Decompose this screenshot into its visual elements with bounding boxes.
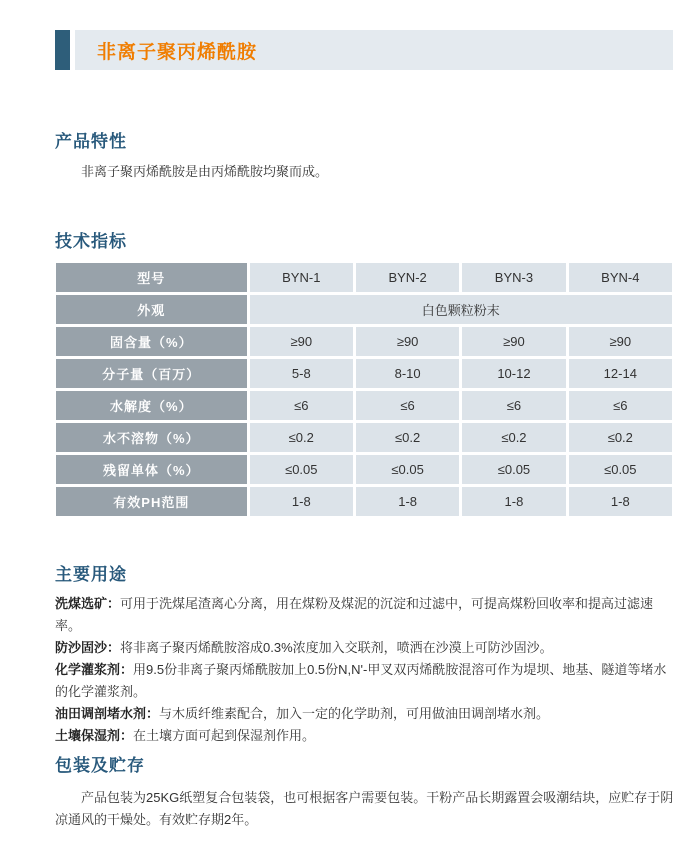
spec-label-cell: 水不溶物（%） — [56, 423, 247, 452]
section-heading-features: 产品特性 — [55, 132, 127, 151]
spec-value-cell: ≤6 — [250, 391, 353, 420]
spec-value-cell: ≥90 — [356, 327, 459, 356]
spec-value-cell: ≥90 — [569, 327, 672, 356]
spec-appearance-cell: 白色颗粒粉末 — [250, 295, 672, 324]
table-row — [56, 391, 672, 420]
spec-value-cell: ≤0.05 — [356, 455, 459, 484]
table-row — [56, 327, 672, 356]
spec-value-cell: ≤6 — [462, 391, 565, 420]
use-label: 防沙固沙： — [55, 640, 121, 655]
spec-value-cell: ≤0.05 — [569, 455, 672, 484]
spec-value-cell: 5-8 — [250, 359, 353, 388]
spec-model-cell: BYN-2 — [356, 263, 459, 292]
spec-value-cell: 10-12 — [462, 359, 565, 388]
spec-label-cell: 型号 — [56, 263, 247, 292]
spec-value-cell: ≤0.2 — [250, 423, 353, 452]
spec-table — [53, 260, 675, 519]
spec-value-cell: 1-8 — [462, 487, 565, 516]
spec-label-cell: 水解度（%） — [56, 391, 247, 420]
banner-bar — [75, 30, 673, 70]
spec-label-cell: 分子量（百万） — [56, 359, 247, 388]
spec-value-cell: ≤0.2 — [569, 423, 672, 452]
list-item — [55, 637, 677, 659]
section-heading-uses: 主要用途 — [55, 565, 127, 584]
use-text: 在土壤方面可起到保湿剂作用。 — [133, 728, 316, 743]
list-item — [55, 725, 677, 747]
section-heading-packaging: 包装及贮存 — [55, 756, 145, 775]
spec-value-cell: ≤6 — [569, 391, 672, 420]
use-text: 可用于洗煤尾渣离心分离，用在煤粉及煤泥的沉淀和过滤中，可提高煤粉回收率和提高过滤速率。 — [55, 596, 654, 633]
table-row — [56, 455, 672, 484]
uses-list — [55, 593, 677, 747]
spec-value-cell: 12-14 — [569, 359, 672, 388]
use-label: 油田调剖堵水剂： — [55, 706, 160, 721]
table-row-appearance — [56, 295, 672, 324]
table-row-model — [56, 263, 672, 292]
spec-value-cell: ≤6 — [356, 391, 459, 420]
spec-label-cell: 残留单体（%） — [56, 455, 247, 484]
banner-accent-block — [55, 30, 70, 70]
spec-model-cell: BYN-3 — [462, 263, 565, 292]
list-item — [55, 703, 677, 725]
title-banner — [55, 30, 673, 70]
section-heading-specs: 技术指标 — [55, 232, 127, 251]
spec-label-cell: 有效PH范围 — [56, 487, 247, 516]
list-item — [55, 593, 677, 637]
spec-value-cell: 8-10 — [356, 359, 459, 388]
spec-label-cell: 固含量（%） — [56, 327, 247, 356]
table-row — [56, 487, 672, 516]
spec-value-cell: ≤0.2 — [356, 423, 459, 452]
use-text: 用9.5份非离子聚丙烯酰胺加上0.5份N,N'-甲叉双丙烯酰胺混溶可作为堤坝、地基、隧道等堵水的化学灌浆剂。 — [55, 662, 667, 699]
spec-value-cell: ≥90 — [462, 327, 565, 356]
spec-value-cell: ≤0.05 — [462, 455, 565, 484]
spec-model-cell: BYN-4 — [569, 263, 672, 292]
spec-value-cell: ≤0.05 — [250, 455, 353, 484]
list-item — [55, 659, 677, 703]
table-row — [56, 359, 672, 388]
spec-value-cell: 1-8 — [569, 487, 672, 516]
spec-value-cell: 1-8 — [250, 487, 353, 516]
use-label: 洗煤选矿： — [55, 596, 121, 611]
packaging-text: 产品包装为25KG纸塑复合包装袋，也可根据客户需要包装。干粉产品长期露置会吸潮结块，应贮存于阴凉通风的干燥处。有效贮存期2年。 — [55, 790, 674, 827]
use-text: 与木质纤维素配合，加入一定的化学助剂，可用做油田调剖堵水剂。 — [159, 706, 550, 721]
spec-value-cell: ≤0.2 — [462, 423, 565, 452]
table-row — [56, 423, 672, 452]
spec-label-cell: 外观 — [56, 295, 247, 324]
features-text: 非离子聚丙烯酰胺是由丙烯酰胺均聚而成。 — [81, 164, 329, 179]
use-label: 土壤保湿剂： — [55, 728, 134, 743]
spec-value-cell: 1-8 — [356, 487, 459, 516]
use-label: 化学灌浆剂： — [55, 662, 134, 677]
use-text: 将非离子聚丙烯酰胺溶成0.3%浓度加入交联剂，喷洒在沙漠上可防沙固沙。 — [120, 640, 553, 655]
spec-value-cell: ≥90 — [250, 327, 353, 356]
page-title: 非离子聚丙烯酰胺 — [97, 41, 258, 63]
spec-model-cell: BYN-1 — [250, 263, 353, 292]
